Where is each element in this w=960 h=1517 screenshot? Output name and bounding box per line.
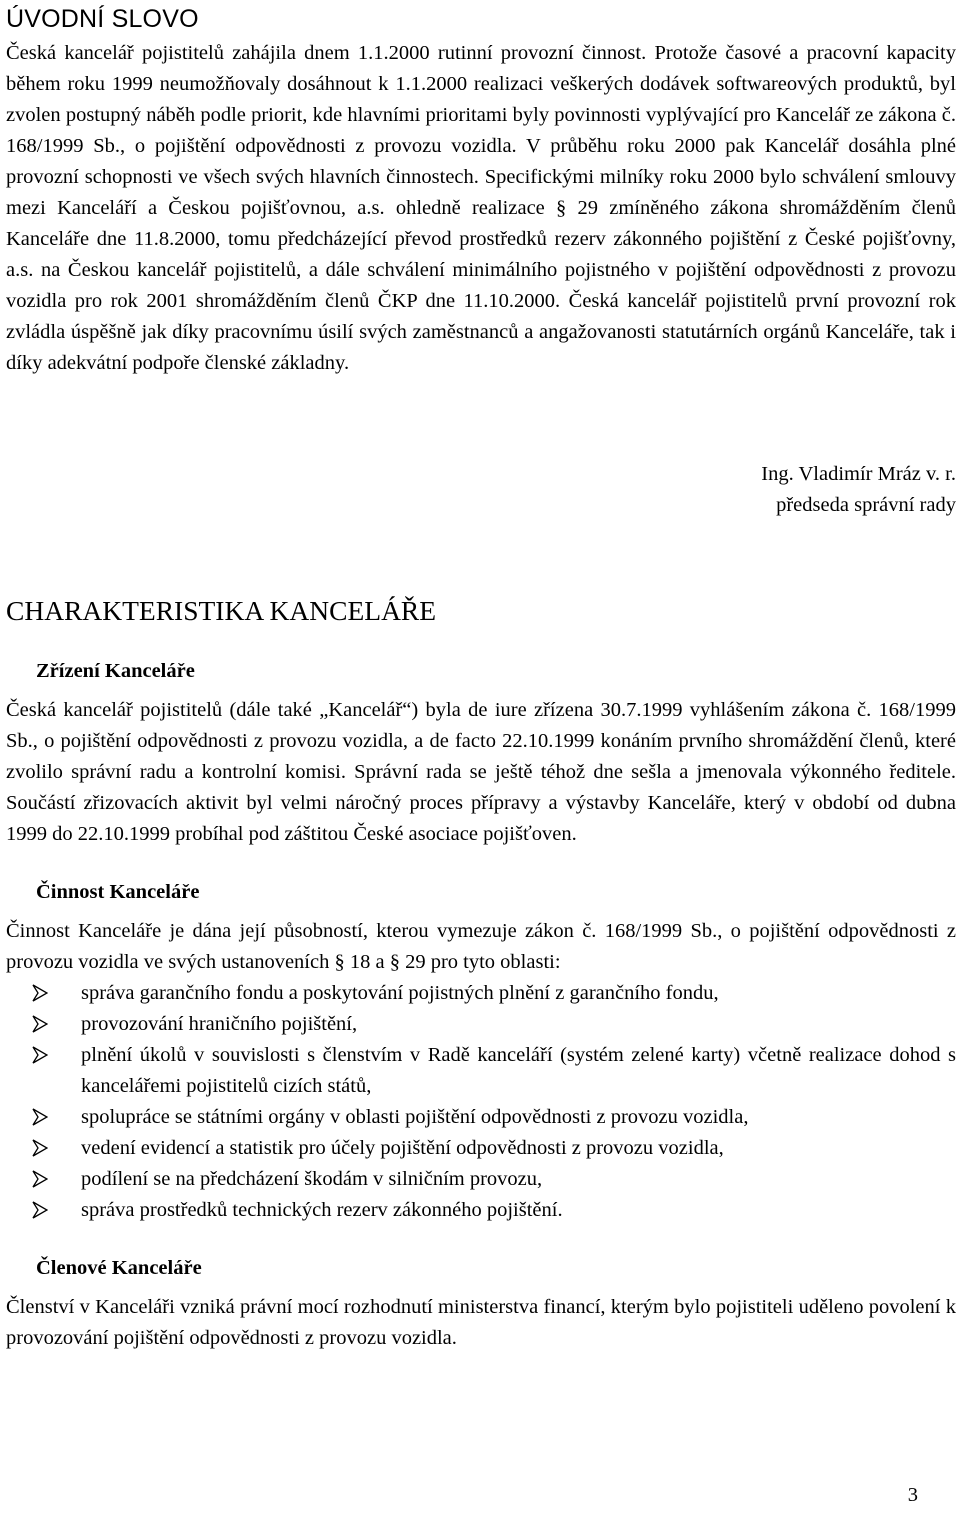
- signature-name: Ing. Vladimír Mráz v. r.: [761, 463, 956, 485]
- arrowhead-bullet-icon: [32, 1170, 48, 1188]
- page-number: 3: [907, 1484, 918, 1506]
- establishment-heading: Zřízení Kanceláře: [36, 660, 195, 682]
- arrowhead-bullet-icon: [32, 1108, 48, 1126]
- list-item-text: správa garančního fondu a poskytování pojistných plnění z garančního fondu,: [81, 982, 719, 1004]
- activity-areas-list: [6, 978, 956, 1226]
- list-item-text: spolupráce se státními orgány v oblasti pojištění odpovědnosti z provozu vozidla,: [81, 1106, 749, 1128]
- list-item: [6, 1133, 956, 1164]
- list-item-text: provozování hraničního pojištění,: [81, 1013, 358, 1035]
- list-item-text: podílení se na předcházení škodám v silničním provozu,: [81, 1168, 543, 1190]
- establishment-paragraph: Česká kancelář pojistitelů (dále také „Kancelář“) byla de iure zřízena 30.7.1999 vyhlášením zákona č. 168/1999 Sb., o pojištění odpovědnosti z provozu vozidla, a de facto 22.10.1999 konáním prvního shromáždění členů, které zvolilo správní radu a kontrolní komisi. Správní rada se ještě téhož dne sešla a jmenovala výkonného ředitele. Součástí zřizovacích aktivit byl velmi náročný proces přípravy a výstavby Kanceláře, který v období od dubna 1999 do 22.10.1999 probíhal pod záštitou České asociace pojišťoven.: [6, 699, 956, 845]
- list-item: [6, 1040, 956, 1102]
- arrowhead-bullet-icon: [32, 1139, 48, 1157]
- list-item: [6, 1102, 956, 1133]
- members-heading: Členové Kanceláře: [36, 1257, 202, 1279]
- arrowhead-bullet-icon: [32, 1046, 48, 1064]
- activity-paragraph: Činnost Kanceláře je dána její působností, kterou vymezuje zákon č. 168/1999 Sb., o pojištění odpovědnosti z provozu vozidla ve svých ustanoveních § 18 a § 29 pro tyto oblasti:: [6, 920, 956, 973]
- document-page: [6, 2, 956, 1354]
- signature-role: předseda správní rady: [776, 494, 956, 516]
- characteristics-title: CHARAKTERISTIKA KANCELÁŘE: [6, 595, 437, 626]
- intro-title: ÚVODNÍ SLOVO: [6, 5, 199, 33]
- list-item: [6, 978, 956, 1009]
- activity-heading: Činnost Kanceláře: [36, 881, 200, 903]
- list-item: [6, 1164, 956, 1195]
- arrowhead-bullet-icon: [32, 984, 48, 1002]
- arrowhead-bullet-icon: [32, 1201, 48, 1219]
- signature-block: [6, 459, 956, 521]
- list-item: [6, 1195, 956, 1226]
- list-item: [6, 1009, 956, 1040]
- arrowhead-bullet-icon: [32, 1015, 48, 1033]
- list-item-text: správa prostředků technických rezerv zákonného pojištění.: [81, 1199, 563, 1221]
- list-item-text: vedení evidencí a statistik pro účely pojištění odpovědnosti z provozu vozidla,: [81, 1137, 724, 1159]
- members-paragraph: Členství v Kanceláři vzniká právní mocí rozhodnutí ministerstva financí, kterým bylo pojistiteli uděleno povolení k provozování pojištění odpovědnosti z provozu vozidla.: [6, 1296, 956, 1349]
- list-item-text: plnění úkolů v souvislosti s členstvím v Radě kanceláří (systém zelené karty) včetně realizace dohod s kancelářemi pojistitelů cizích států,: [81, 1044, 956, 1097]
- intro-paragraph: Česká kancelář pojistitelů zahájila dnem 1.1.2000 rutinní provozní činnost. Protože časové a pracovní kapacity během roku 1999 neumožňovaly dosáhnout k 1.1.2000 realizaci veškerých dodávek softwareových produktů, byl zvolen postupný náběh podle priorit, kde hlavními prioritami byly povinnosti vyplývající pro Kancelář ze zákona č. 168/1999 Sb., o pojištění odpovědnosti z provozu vozidla. V průběhu roku 2000 pak Kancelář dosáhla plné provozní schopnosti ve všech svých hlavních činnostech. Specifickými milníky roku 2000 bylo schválení smlouvy mezi Kanceláří a Českou pojišťovnou, a.s. ohledně realizace § 29 zmíněného zákona shromážděním členů Kanceláře dne 11.8.2000, tomu předcházející převod prostředků rezerv zákonného pojištění z České pojišťovny, a.s. na Českou kancelář pojistitelů, a dále schválení minimálního pojistného v pojištění odpovědnosti z provozu vozidla pro rok 2001 shromážděním členů ČKP dne 11.10.2000. Česká kancelář pojistitelů první provozní rok zvládla úspěšně jak díky pracovnímu úsilí svých zaměstnanců a angažovanosti statutárních orgánů Kanceláře, tak i díky adekvátní podpoře členské základny.: [6, 42, 956, 374]
